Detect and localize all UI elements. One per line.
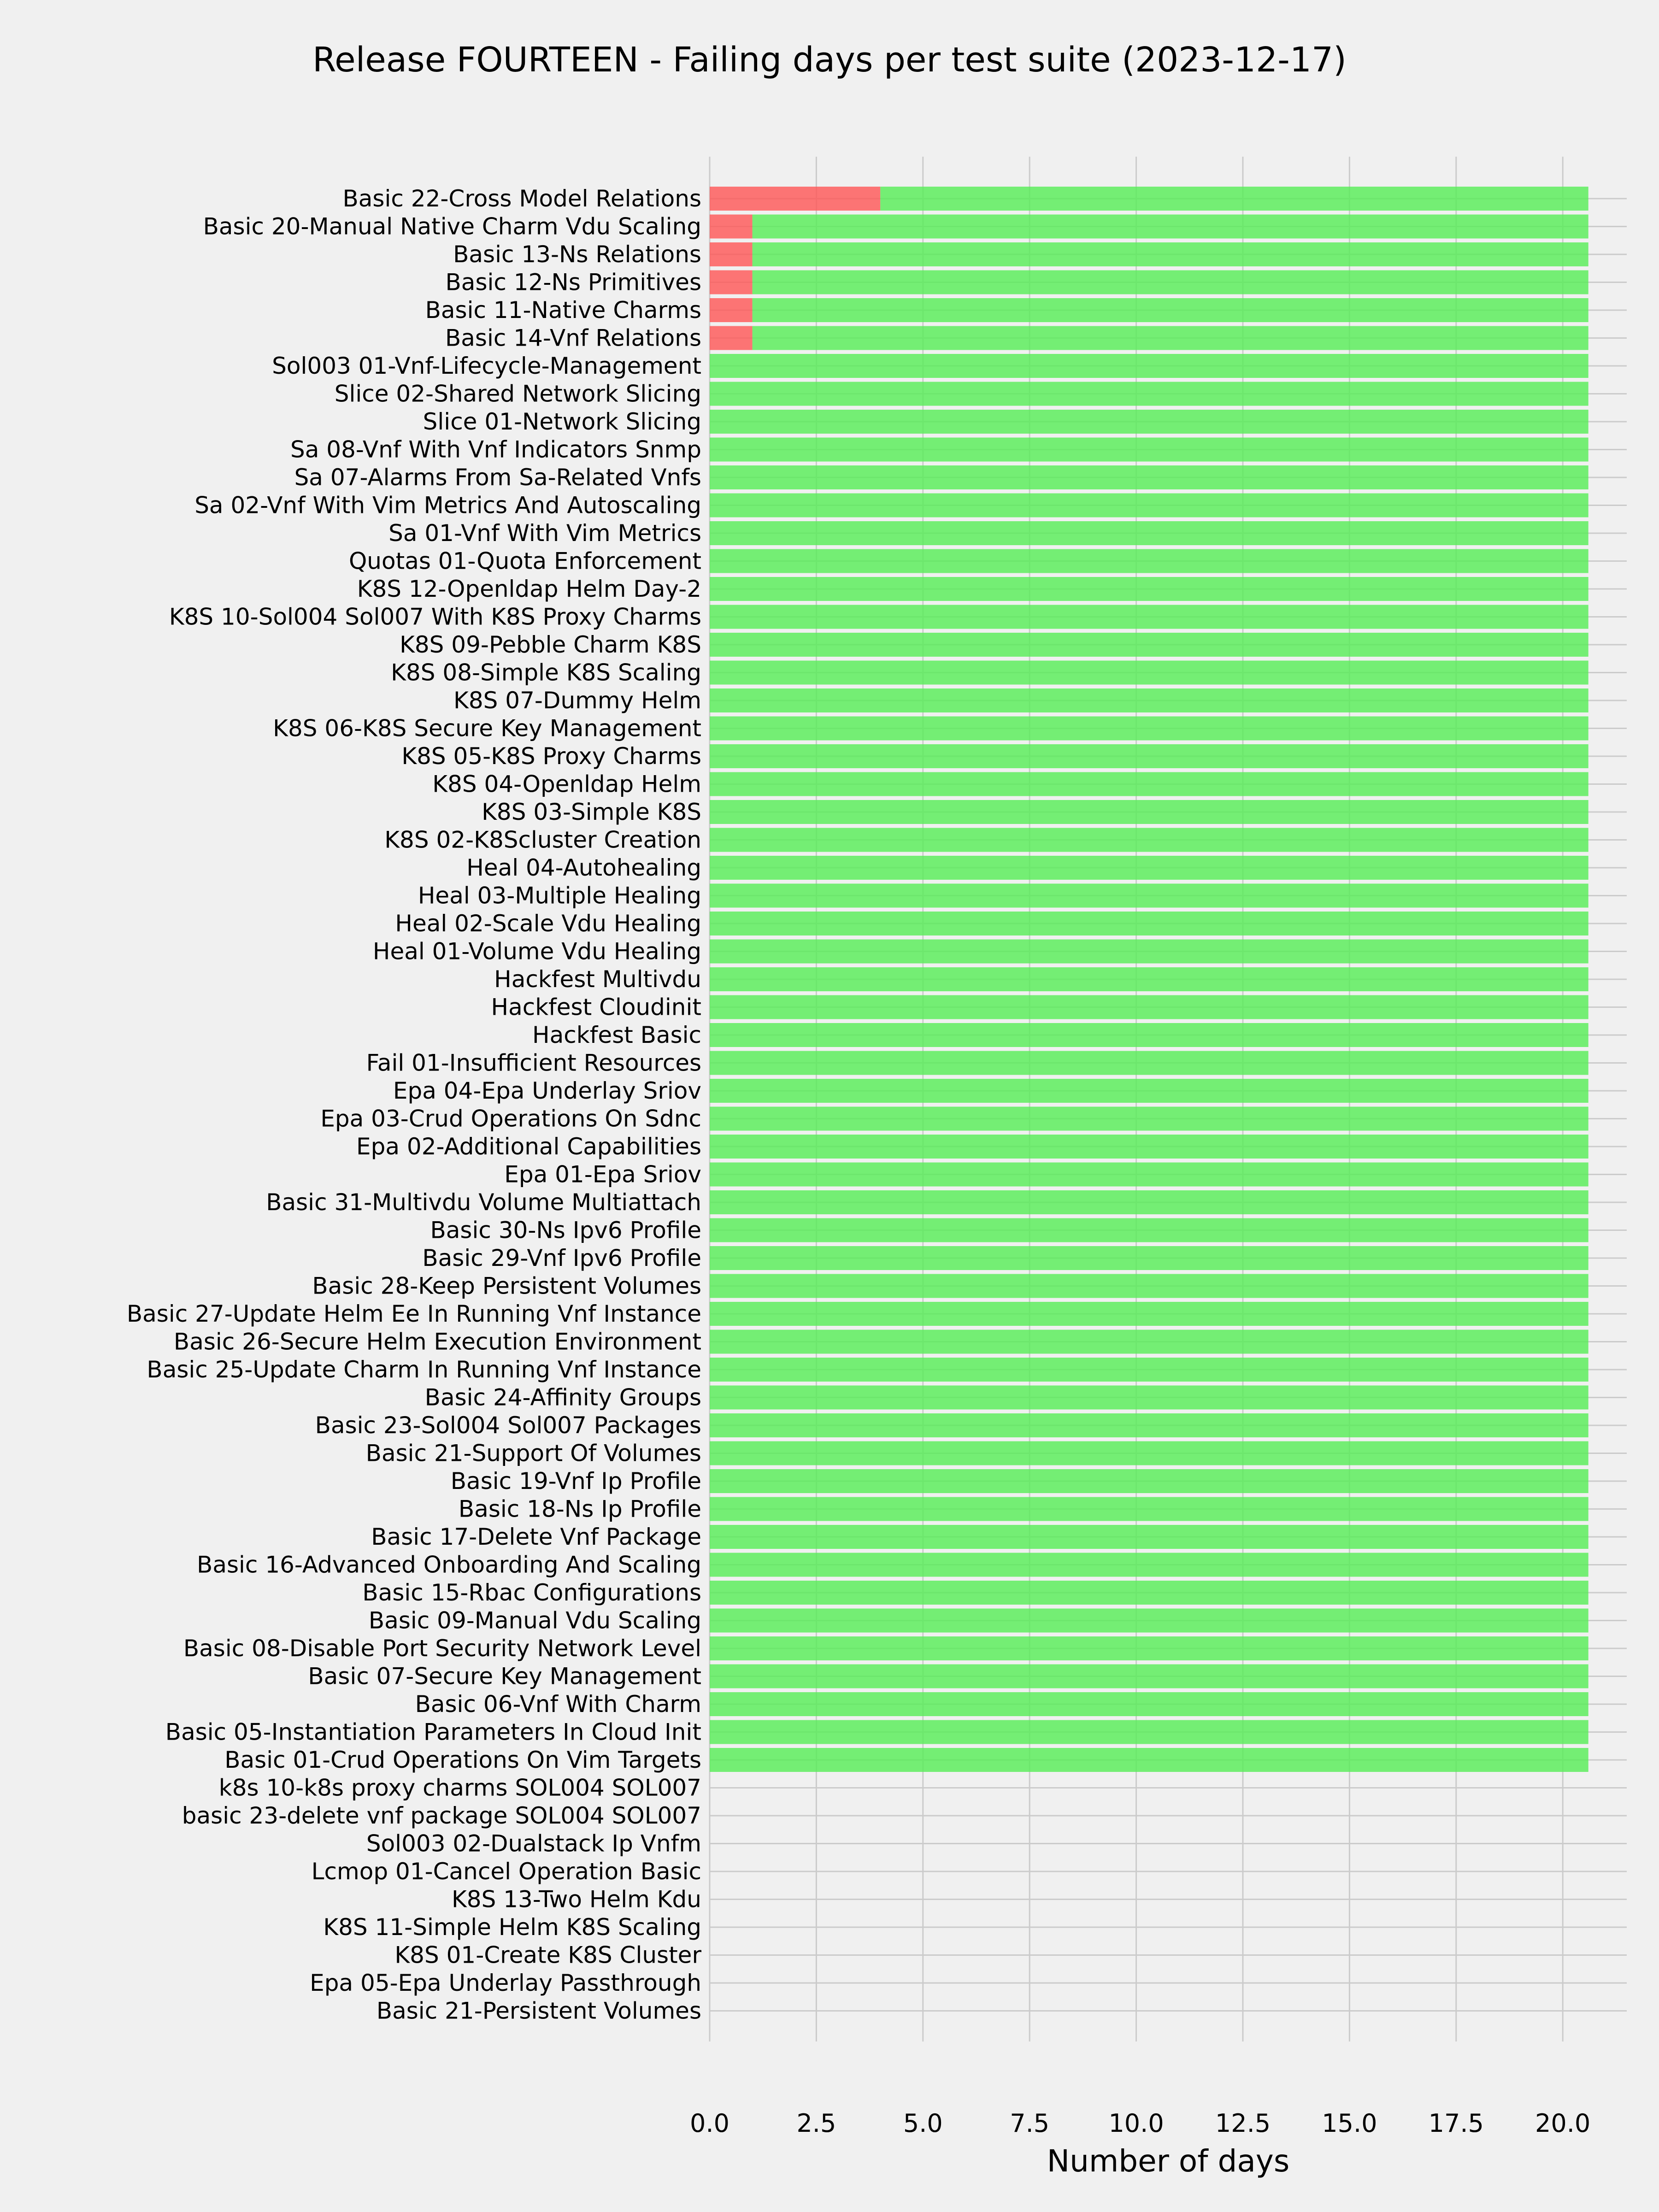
y-tick-label: Hackfest Cloudinit bbox=[491, 994, 701, 1021]
y-tick-label: Basic 21-Support Of Volumes bbox=[365, 1440, 701, 1467]
y-tick-label: Basic 30-Ns Ipv6 Profile bbox=[430, 1217, 701, 1244]
y-tick-label: K8S 01-Create K8S Cluster bbox=[394, 1941, 701, 1969]
y-tick-label: Basic 26-Secure Helm Execution Environment bbox=[173, 1328, 701, 1355]
bar-passing-days bbox=[710, 1720, 1588, 1744]
y-tick-label: Sa 01-Vnf With Vim Metrics bbox=[388, 520, 701, 547]
y-tick-label: Sol003 02-Dualstack Ip Vnfm bbox=[366, 1830, 701, 1857]
y-tick-label: Basic 14-Vnf Relations bbox=[445, 324, 701, 352]
y-tick-label: Basic 31-Multivdu Volume Multiattach bbox=[266, 1189, 701, 1216]
bar-passing-days bbox=[710, 828, 1588, 852]
y-tick-label: Basic 09-Manual Vdu Scaling bbox=[368, 1607, 701, 1634]
y-tick-label: Basic 29-Vnf Ipv6 Profile bbox=[422, 1245, 701, 1271]
bar-passing-days bbox=[710, 1274, 1588, 1298]
bar-passing-days bbox=[880, 187, 1588, 211]
y-tick-label: Basic 28-Keep Persistent Volumes bbox=[312, 1272, 701, 1300]
y-tick-label: Basic 20-Manual Native Charm Vdu Scaling bbox=[203, 213, 701, 240]
bar-passing-days bbox=[710, 744, 1588, 768]
y-tick-label: Epa 02-Additional Capabilities bbox=[356, 1133, 701, 1160]
bar-passing-days bbox=[710, 995, 1588, 1019]
y-tick-label: Basic 23-Sol004 Sol007 Packages bbox=[315, 1412, 701, 1439]
y-tick-label: K8S 08-Simple K8S Scaling bbox=[391, 659, 701, 686]
bar-failing-days bbox=[710, 271, 753, 294]
y-tick-label: K8S 04-Openldap Helm bbox=[432, 771, 701, 798]
y-tick-label: Hackfest Basic bbox=[532, 1022, 701, 1048]
bar-passing-days bbox=[710, 912, 1588, 935]
bar-passing-days bbox=[710, 1581, 1588, 1605]
bar-passing-days bbox=[710, 1107, 1588, 1131]
y-tick-label: Basic 08-Disable Port Security Network Level bbox=[183, 1635, 701, 1662]
bar-passing-days bbox=[710, 1023, 1588, 1047]
bar-passing-days bbox=[710, 1665, 1588, 1688]
y-tick-label: Basic 22-Cross Model Relations bbox=[342, 185, 701, 212]
y-tick-label: Basic 07-Secure Key Management bbox=[308, 1663, 701, 1690]
bar-passing-days bbox=[710, 1330, 1588, 1354]
bar-passing-days bbox=[710, 1218, 1588, 1242]
y-tick-label: Heal 03-Multiple Healing bbox=[418, 882, 701, 909]
y-tick-label: Heal 02-Scale Vdu Healing bbox=[395, 910, 701, 937]
bar-passing-days bbox=[710, 633, 1588, 657]
bar-passing-days bbox=[710, 577, 1588, 601]
y-tick-label: Basic 01-Crud Operations On Vim Targets bbox=[224, 1747, 701, 1773]
y-tick-label: Basic 27-Update Helm Ee In Running Vnf Instance bbox=[126, 1300, 701, 1327]
y-tick-label: Basic 15-Rbac Configurations bbox=[362, 1579, 701, 1606]
bar-passing-days bbox=[710, 410, 1588, 434]
y-tick-label: K8S 09-Pebble Charm K8S bbox=[400, 631, 701, 658]
y-tick-label: Fail 01-Insufficient Resources bbox=[366, 1049, 701, 1077]
y-tick-label: Sa 02-Vnf With Vim Metrics And Autoscaling bbox=[194, 492, 701, 519]
x-tick-label: 17.5 bbox=[1428, 2109, 1484, 2138]
bar-passing-days bbox=[710, 1497, 1588, 1521]
bar-passing-days bbox=[710, 382, 1588, 406]
bar-layer bbox=[710, 187, 1588, 1772]
bar-passing-days bbox=[710, 465, 1588, 489]
bar-passing-days bbox=[710, 1413, 1588, 1437]
x-tick-label: 10.0 bbox=[1108, 2109, 1164, 2138]
y-tick-label: K8S 10-Sol004 Sol007 With K8S Proxy Charms bbox=[169, 603, 701, 630]
y-tick-label: Basic 11-Native Charms bbox=[425, 297, 701, 324]
bar-passing-days bbox=[710, 1441, 1588, 1465]
y-tick-label: K8S 05-K8S Proxy Charms bbox=[401, 743, 701, 770]
x-tick-label: 5.0 bbox=[903, 2109, 943, 2138]
y-tick-label: K8S 03-Simple K8S bbox=[482, 799, 701, 825]
y-tick-label: Epa 04-Epa Underlay Sriov bbox=[393, 1077, 701, 1104]
y-tick-label: Basic 06-Vnf With Charm bbox=[415, 1691, 701, 1718]
y-tick-label: K8S 06-K8S Secure Key Management bbox=[273, 715, 701, 742]
y-tick-label: Basic 17-Delete Vnf Package bbox=[371, 1524, 701, 1550]
bar-passing-days bbox=[710, 1079, 1588, 1103]
x-tick-label: 7.5 bbox=[1010, 2109, 1050, 2138]
y-tick-label: Slice 01-Network Slicing bbox=[423, 408, 701, 435]
chart-title: Release FOURTEEN - Failing days per test suite (2023-12-17) bbox=[312, 40, 1347, 80]
bar-passing-days bbox=[710, 967, 1588, 991]
bar-passing-days bbox=[710, 1609, 1588, 1633]
x-tick-label: 2.5 bbox=[796, 2109, 836, 2138]
y-tick-label: K8S 11-Simple Helm K8S Scaling bbox=[323, 1914, 701, 1941]
y-tick-label: Basic 21-Persistent Volumes bbox=[376, 1997, 701, 2024]
bar-failing-days bbox=[710, 326, 753, 350]
bar-passing-days bbox=[710, 1190, 1588, 1214]
bar-passing-days bbox=[710, 1692, 1588, 1716]
bar-failing-days bbox=[710, 187, 880, 211]
y-tick-label: Basic 13-Ns Relations bbox=[453, 241, 701, 268]
x-tick-label: 20.0 bbox=[1535, 2109, 1591, 2138]
bar-passing-days bbox=[710, 1051, 1588, 1075]
y-tick-label: Heal 04-Autohealing bbox=[466, 854, 701, 881]
x-tick-label: 15.0 bbox=[1322, 2109, 1377, 2138]
bar-passing-days bbox=[710, 521, 1588, 545]
bar-passing-days bbox=[753, 271, 1588, 294]
y-tick-label: Basic 12-Ns Primitives bbox=[445, 269, 701, 296]
bar-passing-days bbox=[710, 549, 1588, 573]
bar-passing-days bbox=[710, 1246, 1588, 1270]
bar-passing-days bbox=[710, 661, 1588, 685]
y-tick-label: Lcmop 01-Cancel Operation Basic bbox=[311, 1858, 701, 1885]
y-tick-label: Epa 05-Epa Underlay Passthrough bbox=[310, 1970, 701, 1996]
bar-passing-days bbox=[710, 1553, 1588, 1577]
bar-passing-days bbox=[710, 1748, 1588, 1772]
y-tick-label: Sol003 01-Vnf-Lifecycle-Management bbox=[272, 353, 701, 379]
y-tick-label: Quotas 01-Quota Enforcement bbox=[348, 547, 701, 575]
y-tick-label: K8S 13-Two Helm Kdu bbox=[451, 1886, 701, 1913]
bar-passing-days bbox=[710, 1358, 1588, 1382]
bar-passing-days bbox=[710, 494, 1588, 518]
bar-passing-days bbox=[710, 940, 1588, 964]
y-tick-label: Slice 02-Shared Network Slicing bbox=[334, 380, 701, 407]
bar-passing-days bbox=[710, 605, 1588, 629]
bar-failing-days bbox=[710, 298, 753, 322]
y-tick-label: Hackfest Multivdu bbox=[494, 966, 701, 993]
y-tick-label: Basic 19-Vnf Ip Profile bbox=[450, 1468, 701, 1494]
bar-passing-days bbox=[753, 242, 1588, 266]
y-tick-label: Basic 25-Update Charm In Running Vnf Instance bbox=[147, 1356, 701, 1383]
y-tick-label: k8s 10-k8s proxy charms SOL004 SOL007 bbox=[218, 1774, 701, 1801]
y-tick-label: Epa 01-Epa Sriov bbox=[504, 1161, 701, 1188]
y-tick-label: Epa 03-Crud Operations On Sdnc bbox=[320, 1105, 701, 1132]
y-tick-label: K8S 12-Openldap Helm Day-2 bbox=[357, 576, 701, 602]
bar-failing-days bbox=[710, 242, 753, 266]
y-tick-label: Basic 05-Instantiation Parameters In Cloud Init bbox=[165, 1718, 701, 1746]
y-tick-label: Sa 08-Vnf With Vnf Indicators Snmp bbox=[290, 436, 701, 463]
x-tick-label: 12.5 bbox=[1215, 2109, 1271, 2138]
bar-passing-days bbox=[753, 298, 1588, 322]
bar-passing-days bbox=[710, 1135, 1588, 1159]
x-axis-label: Number of days bbox=[1047, 2143, 1290, 2179]
y-tick-label: Sa 07-Alarms From Sa-Related Vnfs bbox=[294, 464, 701, 491]
x-tick-label: 0.0 bbox=[690, 2109, 729, 2138]
y-tick-label: K8S 02-K8Scluster Creation bbox=[384, 826, 701, 853]
bar-passing-days bbox=[710, 1525, 1588, 1549]
bar-passing-days bbox=[710, 1386, 1588, 1410]
bar-passing-days bbox=[710, 1469, 1588, 1493]
y-tick-label: Basic 18-Ns Ip Profile bbox=[458, 1495, 701, 1523]
bar-passing-days bbox=[710, 354, 1588, 378]
bar-passing-days bbox=[710, 1163, 1588, 1187]
bar-passing-days bbox=[710, 717, 1588, 741]
bar-failing-days bbox=[710, 215, 753, 239]
y-tick-label: Basic 24-Affinity Groups bbox=[424, 1384, 701, 1411]
bar-passing-days bbox=[710, 800, 1588, 824]
bar-passing-days bbox=[710, 772, 1588, 796]
y-tick-label: K8S 07-Dummy Helm bbox=[453, 687, 701, 714]
bar-passing-days bbox=[710, 1636, 1588, 1660]
y-tick-label: Basic 16-Advanced Onboarding And Scaling bbox=[197, 1551, 701, 1578]
bar-passing-days bbox=[753, 215, 1588, 239]
bar-passing-days bbox=[753, 326, 1588, 350]
bar-passing-days bbox=[710, 688, 1588, 712]
bar-passing-days bbox=[710, 856, 1588, 880]
y-tick-label: basic 23-delete vnf package SOL004 SOL007 bbox=[182, 1802, 701, 1829]
bar-passing-days bbox=[710, 884, 1588, 908]
bar-passing-days bbox=[710, 1302, 1588, 1326]
y-tick-label: Heal 01-Volume Vdu Healing bbox=[372, 938, 701, 965]
bar-passing-days bbox=[710, 438, 1588, 462]
x-tick-labels bbox=[690, 2109, 1590, 2138]
